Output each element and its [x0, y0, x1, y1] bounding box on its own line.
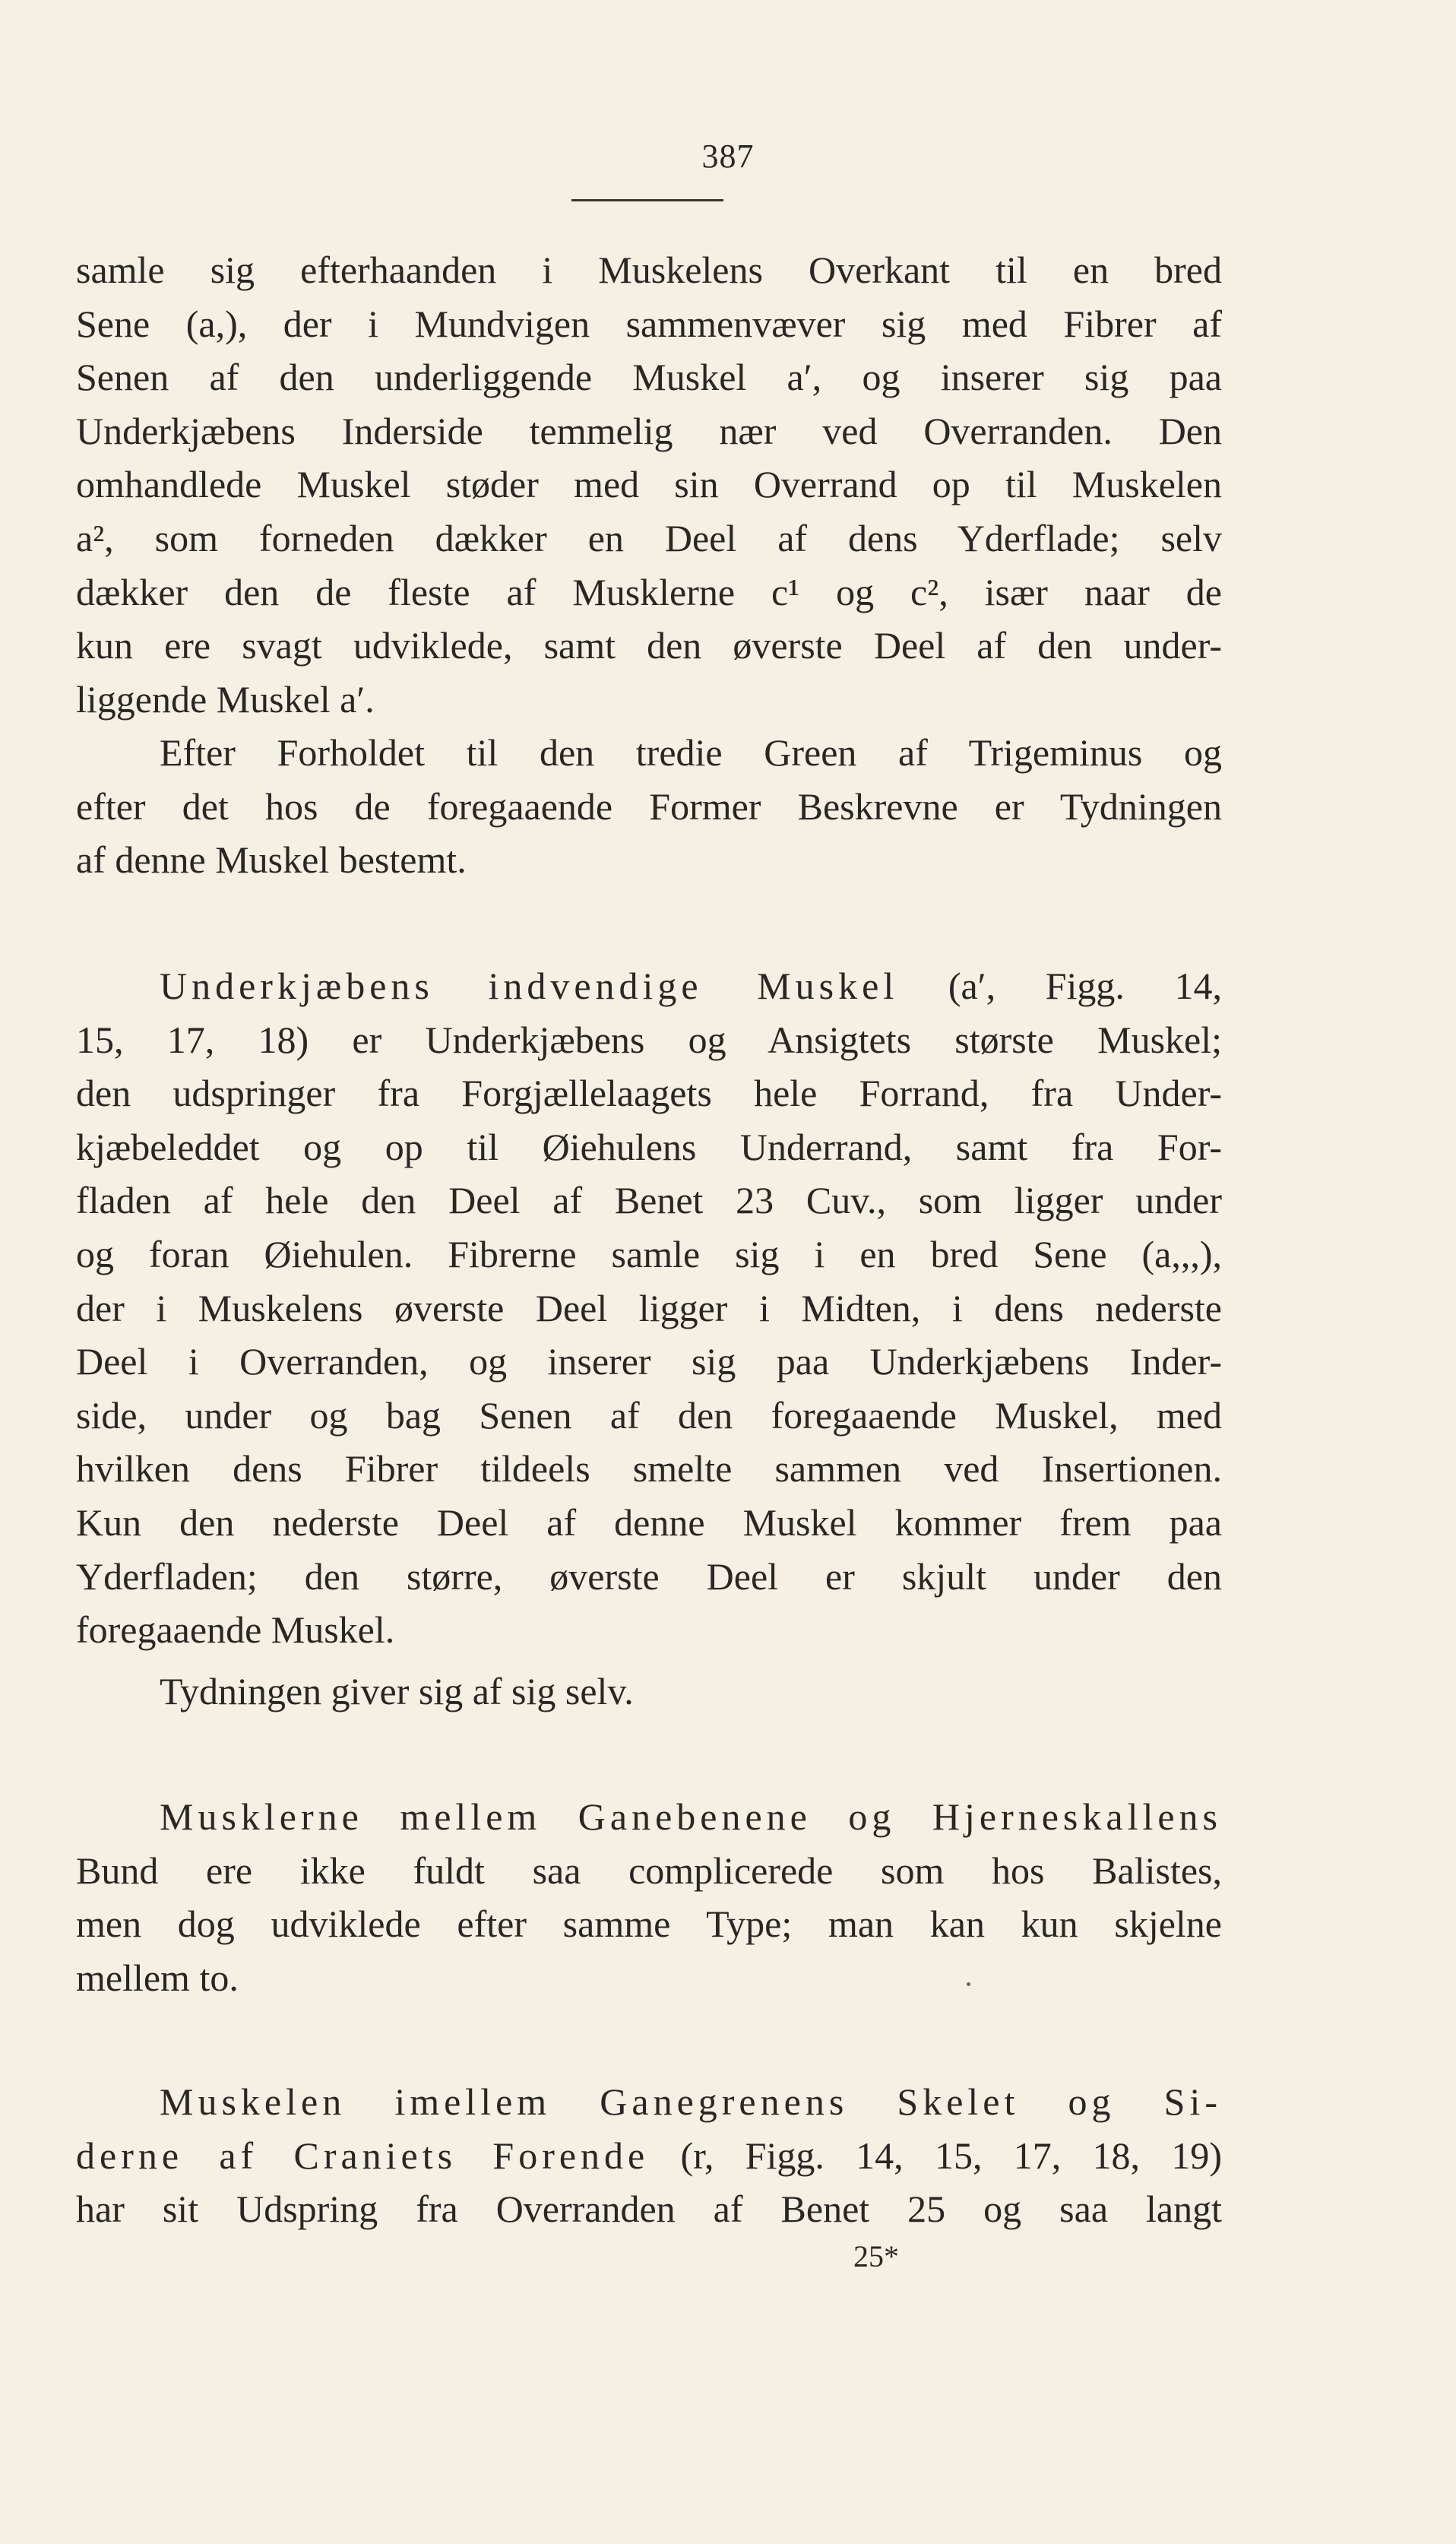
text-fragment: (a′, Figg. 14,	[898, 965, 1222, 1007]
text-line: Tydningen giver sig af sig selv.	[160, 1670, 634, 1712]
text-line: Kun den nederste Deel af denne Muskel kommer frem paa	[76, 1500, 1222, 1544]
ink-speck	[967, 1982, 970, 1986]
text-line: a², som forneden dækker en Deel af dens Yderflade; selv	[76, 516, 1222, 559]
section-heading: Muskelen imellem Ganegrenens Skelet og Si-	[160, 2080, 1222, 2123]
text-line: omhandlede Muskel støder med sin Overrand op til Muskelen	[76, 463, 1222, 506]
text-line: liggende Muskel a′.	[76, 677, 375, 721]
text-line: mellem to.	[76, 1956, 239, 1999]
paragraph-6	[76, 2075, 1222, 2236]
signature-mark: 25*	[853, 2239, 899, 2273]
section-heading: Underkjæbens indvendige Muskel	[160, 965, 899, 1007]
text-line: efter det hos de foregaaende Former Beskrevne er Tydningen	[76, 784, 1222, 828]
text-line: 15, 17, 18) er Underkjæbens og Ansigtets største Muskel;	[76, 1018, 1222, 1061]
text-line: kun ere svagt udviklede, samt den øverste Deel af den under-	[76, 624, 1222, 667]
text-line: Yderfladen; den større, øverste Deel er skjult under den	[76, 1554, 1222, 1598]
paragraph-4	[76, 1665, 1222, 1719]
text-line: af denne Muskel bestemt.	[76, 838, 467, 882]
text-line: der i Muskelens øverste Deel ligger i Midten, i dens nederste	[76, 1286, 1222, 1329]
text-line	[76, 2129, 1222, 2183]
text-line: Efter Forholdet til den tredie Green af Trigeminus og	[160, 731, 1222, 774]
text-line: foregaaende Muskel.	[76, 1608, 395, 1652]
paragraph-1	[76, 243, 1222, 726]
text-line: har sit Udspring fra Overranden af Benet 25 og saa langt	[76, 2188, 1222, 2231]
paragraph-2	[76, 726, 1222, 887]
text-line: kjæbeleddet og op til Øiehulens Underrand, samt fra For-	[76, 1125, 1222, 1168]
text-line	[76, 959, 1222, 1013]
text-line: Deel i Overranden, og inserer sig paa Underkjæbens Inder-	[76, 1340, 1222, 1383]
text-line: Senen af den underliggende Muskel a′, og inserer sig paa	[76, 356, 1222, 399]
text-line: Underkjæbens Inderside temmelig nær ved Overranden. Den	[76, 409, 1222, 452]
page-number-rule	[571, 199, 723, 201]
paragraph-5	[76, 1790, 1222, 2004]
page-number: 387	[701, 138, 755, 175]
text-line: den udspringer fra Forgjællelaagets hele Forrand, fra Under-	[76, 1072, 1222, 1115]
text-line: samle sig efterhaanden i Muskelens Overkant til en bred	[76, 249, 1222, 291]
text-line: hvilken dens Fibrer tildeels smelte sammen ved Insertionen.	[76, 1447, 1222, 1491]
text-line: side, under og bag Senen af den foregaaende Muskel, med	[76, 1393, 1222, 1437]
paragraph-3	[76, 959, 1222, 1657]
text-line: Bund ere ikke fuldt saa complicerede som hos Balistes,	[76, 1849, 1222, 1892]
text-fragment: (r, Figg. 14, 15, 17, 18, 19)	[649, 2134, 1222, 2177]
text-line: men dog udviklede efter samme Type; man kan kun skjelne	[76, 1902, 1222, 1946]
text-line: dækker den de fleste af Musklerne c¹ og c², især naar de	[76, 570, 1222, 613]
section-heading-continued: derne af Craniets Forende	[76, 2134, 650, 2177]
text-line: Sene (a,), der i Mundvigen sammenvæver sig med Fibrer af	[76, 302, 1222, 345]
text-line: fladen af hele den Deel af Benet 23 Cuv., som ligger under	[76, 1179, 1222, 1222]
section-heading: Musklerne mellem Ganebenene og Hjerneskallens	[160, 1795, 1222, 1838]
text-line: og foran Øiehulen. Fibrerne samle sig i en bred Sene (a,,,),	[76, 1232, 1222, 1275]
